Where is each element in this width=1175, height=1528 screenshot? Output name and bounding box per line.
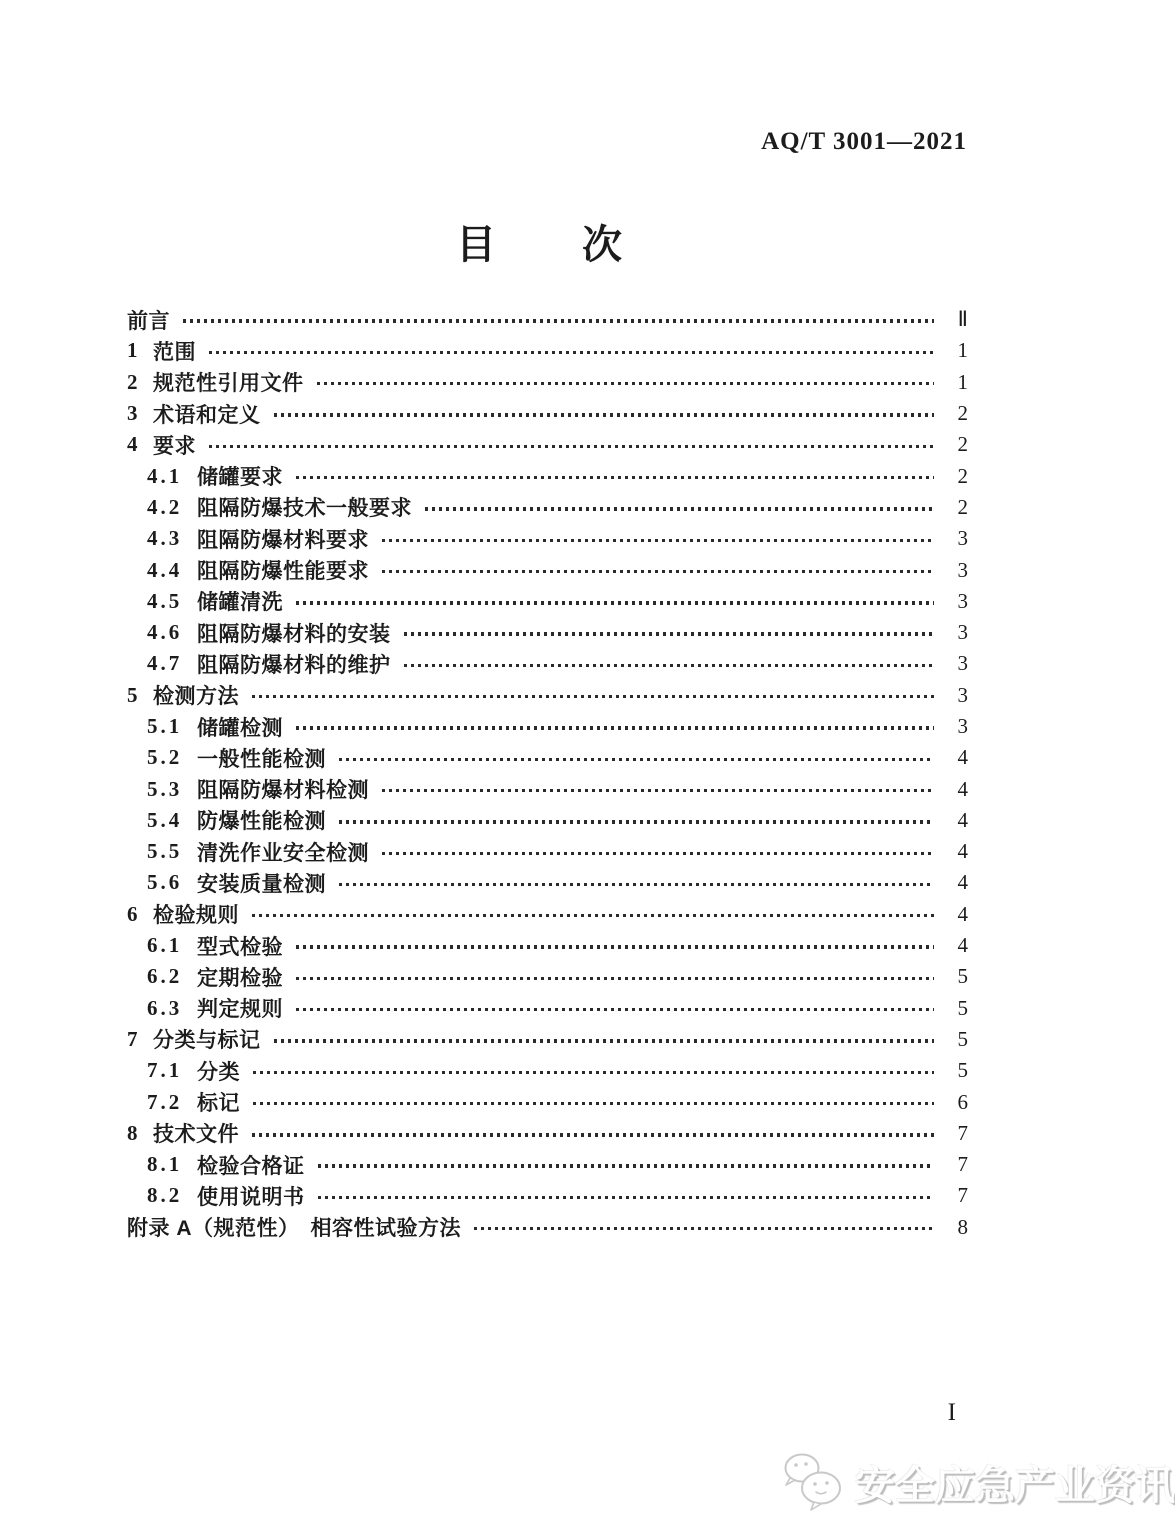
toc-entry-page: 3: [957, 526, 968, 551]
toc-entry-page: 5: [957, 995, 968, 1020]
dot-leader: [253, 1102, 934, 1105]
toc-entry-number: 5.1: [147, 714, 183, 738]
toc-entry: [127, 1149, 968, 1180]
toc-entry: [127, 836, 968, 867]
toc-entry-number: 4: [127, 432, 141, 457]
toc-entry-label: 阻隔防爆材料检测: [197, 779, 369, 803]
toc-entry: [127, 523, 968, 554]
toc-entry-number: 4.1: [147, 463, 183, 488]
toc-entry: [127, 1024, 968, 1055]
toc-entry: [127, 492, 968, 523]
toc-entry: [127, 1118, 968, 1149]
toc-entry: [127, 930, 968, 961]
toc-entry-page: 4: [957, 901, 968, 926]
toc-entry-number: 5.5: [147, 839, 183, 864]
toc-entry-label: 规范性引用文件: [153, 372, 304, 396]
toc-entry-label: 储罐检测: [197, 716, 283, 740]
dot-leader: [296, 476, 934, 479]
dot-leader: [474, 1227, 934, 1230]
dot-leader: [296, 945, 934, 948]
toc-entry-number: 8: [127, 1120, 141, 1145]
toc-entry-label: 型式检验: [197, 935, 283, 959]
toc-entry-page: 5: [957, 1026, 968, 1051]
toc-entry-label: 术语和定义: [153, 403, 261, 427]
toc-entry-number: 5.2: [147, 745, 183, 770]
dot-leader: [382, 570, 934, 573]
toc-entry: [127, 1086, 968, 1117]
toc-entry: [127, 805, 968, 836]
toc-entry-page: 7: [957, 1183, 968, 1208]
toc-entry-page: 5: [957, 1058, 968, 1083]
toc-entry-page: 4: [957, 745, 968, 770]
toc-entry: [127, 867, 968, 898]
toc-entry-label: 阻隔防爆材料要求: [197, 528, 369, 552]
dot-leader: [253, 1071, 934, 1074]
dot-leader: [209, 351, 934, 354]
toc-entry-number: 4.3: [147, 526, 183, 551]
toc-entry-number: 8.2: [147, 1183, 183, 1208]
toc-entry-page: 8: [957, 1214, 968, 1239]
toc-entry-label: 安装质量检测: [197, 872, 326, 896]
toc-entry-number: 7: [127, 1026, 141, 1051]
dot-leader: [382, 852, 934, 855]
wechat-icon: [781, 1451, 847, 1513]
toc-entry-label: 附录 A（规范性） 相容性试验方法: [127, 1217, 461, 1241]
toc-entry-page: Ⅱ: [957, 307, 968, 332]
dot-leader: [339, 883, 934, 886]
toc-entry: [127, 617, 968, 648]
toc-entry-number: 6: [127, 901, 141, 926]
toc-entry-number: 4.6: [147, 620, 183, 645]
toc-entry-number: 4.4: [147, 557, 183, 582]
toc-entry-page: 4: [957, 933, 968, 958]
page-number: I: [947, 1399, 956, 1426]
toc-entry: [127, 899, 968, 930]
toc-entry-page: 3: [957, 651, 968, 676]
toc-entry-label: 防爆性能检测: [197, 810, 326, 834]
toc-entry: [127, 680, 968, 711]
dot-leader: [382, 789, 934, 792]
toc-entry-page: 2: [957, 494, 968, 519]
toc-entry-number: 5.6: [147, 870, 183, 895]
toc-entry: [127, 586, 968, 617]
dot-leader: [252, 1133, 934, 1136]
toc-entry-label: 一般性能检测: [197, 747, 326, 771]
toc-entry-page: 6: [957, 1089, 968, 1114]
dot-leader: [404, 632, 935, 635]
toc-entry-label: 检验合格证: [197, 1154, 305, 1178]
toc-entry-label: 前言: [127, 309, 170, 333]
toc-entry: [127, 961, 968, 992]
toc-entry-page: 2: [957, 463, 968, 488]
toc-entry: [127, 335, 968, 366]
dot-leader: [318, 1164, 935, 1167]
dot-leader: [274, 413, 935, 416]
toc-entry-label: 阻隔防爆材料的维护: [197, 653, 391, 677]
page-title: 目 次: [456, 223, 624, 267]
toc-entry-label: 标记: [197, 1092, 240, 1116]
standard-number: AQ/T 3001—2021: [761, 128, 967, 155]
toc-entry-page: 5: [957, 964, 968, 989]
toc-entry-page: 1: [957, 369, 968, 394]
toc-entry-page: 1: [957, 338, 968, 363]
toc-entry: [127, 304, 968, 335]
toc-entry-number: 6.2: [147, 964, 183, 989]
toc-entry-label: 储罐要求: [197, 466, 283, 490]
dot-leader: [382, 539, 934, 542]
dot-leader: [318, 1196, 935, 1199]
toc-entry-page: 7: [957, 1152, 968, 1177]
toc-entry-label: 清洗作业安全检测: [197, 841, 369, 865]
toc-entry: [127, 398, 968, 429]
dot-leader: [296, 726, 934, 729]
toc-entry: [127, 1212, 968, 1243]
toc-entry-label: 技术文件: [153, 1123, 239, 1147]
dot-leader: [252, 914, 934, 917]
dot-leader: [404, 664, 935, 667]
dot-leader: [274, 1039, 935, 1042]
dot-leader: [339, 758, 934, 761]
toc-entry-label: 范围: [153, 340, 196, 364]
dot-leader: [296, 977, 934, 980]
toc-entry-number: 5.4: [147, 807, 183, 832]
dot-leader: [183, 319, 934, 322]
toc-entry: [127, 1180, 968, 1211]
toc-entry-number: 6.3: [147, 995, 183, 1020]
toc-entry-number: 6.1: [147, 933, 183, 958]
toc-entry-number: 7.2: [147, 1089, 183, 1114]
toc-entry: [127, 554, 968, 585]
toc-entry-label: 分类: [197, 1060, 240, 1084]
toc-entry-number: 8.1: [147, 1152, 183, 1177]
toc-entry-label: 定期检验: [197, 966, 283, 990]
toc-entry-page: 4: [957, 870, 968, 895]
toc-entry-number: 4.7: [147, 651, 183, 676]
toc-entry-label: 阻隔防爆性能要求: [197, 560, 369, 584]
toc-entry-number: 5: [127, 682, 141, 707]
toc-entry-page: 3: [957, 557, 968, 582]
toc-entry-page: 3: [957, 620, 968, 645]
toc-entry-number: 4.2: [147, 494, 183, 519]
toc-entry-label: 判定规则: [197, 998, 283, 1022]
toc-entry: [127, 460, 968, 491]
toc-entry-number: 7.1: [147, 1058, 183, 1083]
toc-entry: [127, 367, 968, 398]
toc-entry: [127, 711, 968, 742]
toc-entry-number: 4.5: [147, 588, 183, 613]
toc-entry-label: 使用说明书: [197, 1185, 305, 1209]
toc-entry-label: 分类与标记: [153, 1029, 261, 1053]
toc-entry: [127, 742, 968, 773]
toc-entry-label: 阻隔防爆材料的安装: [197, 622, 391, 646]
dot-leader: [339, 820, 934, 823]
toc-entry: [127, 993, 968, 1024]
toc-entry-page: 2: [957, 401, 968, 426]
toc-entry: [127, 773, 968, 804]
dot-leader: [209, 445, 934, 448]
dot-leader: [317, 382, 935, 385]
toc-entry-page: 4: [957, 807, 968, 832]
toc-entry-number: 2: [127, 369, 141, 394]
toc-entry-number: 1: [127, 338, 141, 363]
watermark: [781, 1451, 1175, 1513]
toc-entry-label: 要求: [153, 434, 196, 458]
table-of-contents: [127, 304, 968, 1243]
toc-entry-number: 3: [127, 401, 141, 426]
toc-entry: [127, 429, 968, 460]
toc-entry: [127, 1055, 968, 1086]
toc-entry-page: 4: [957, 776, 968, 801]
toc-entry-label: 检验规则: [153, 904, 239, 928]
toc-entry-label: 检测方法: [153, 685, 239, 709]
dot-leader: [296, 601, 934, 604]
watermark-text: 安全应急产业资讯: [855, 1463, 1175, 1508]
toc-entry-label: 储罐清洗: [197, 591, 283, 615]
toc-entry-page: 2: [957, 432, 968, 457]
toc-entry-page: 3: [957, 682, 968, 707]
toc-entry-page: 3: [957, 588, 968, 613]
toc-entry-label: 阻隔防爆技术一般要求: [197, 497, 412, 521]
dot-leader: [252, 695, 934, 698]
dot-leader: [296, 1008, 934, 1011]
toc-entry-page: 7: [957, 1120, 968, 1145]
dot-leader: [425, 507, 934, 510]
toc-entry-number: 5.3: [147, 776, 183, 801]
toc-entry-page: 4: [957, 839, 968, 864]
toc-entry: [127, 648, 968, 679]
toc-entry-page: 3: [957, 714, 968, 738]
